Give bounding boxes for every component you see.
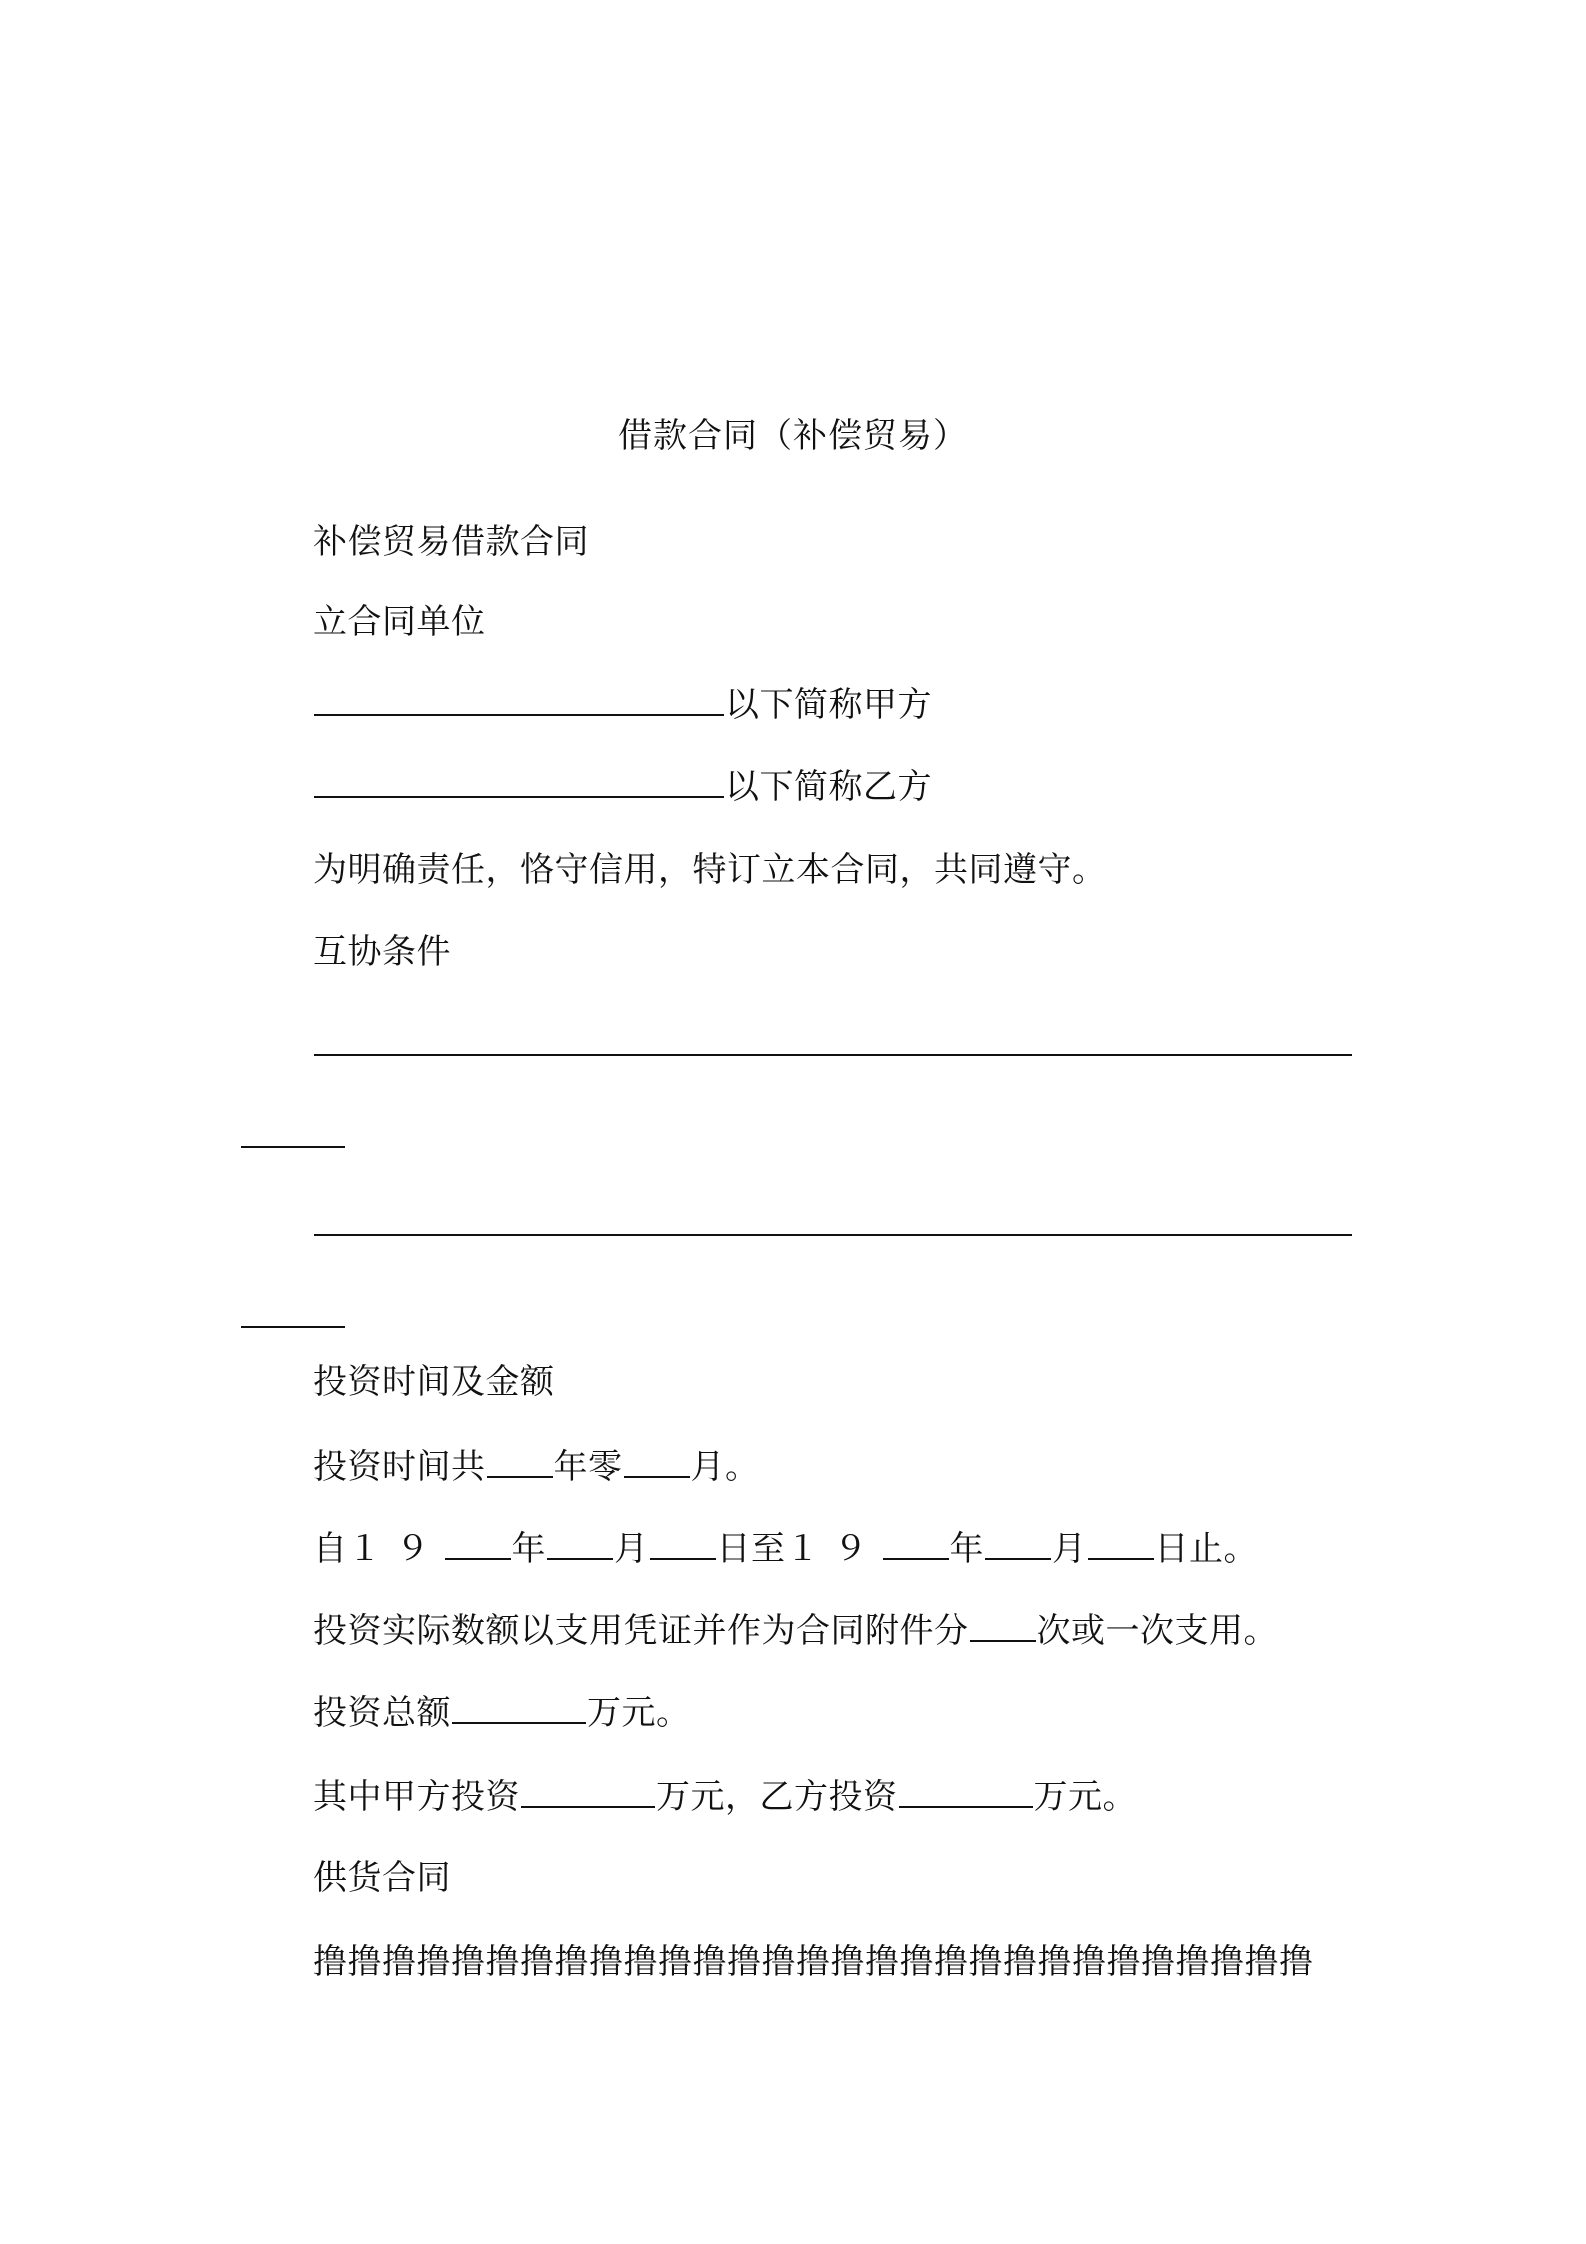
period-to-month-blank[interactable] <box>985 1524 1051 1560</box>
actual-amount-blank[interactable] <box>970 1606 1036 1642</box>
condition-line-1-tail <box>240 1112 346 1161</box>
period-to-year-unit: 年 <box>949 1529 984 1569</box>
split-middle: 万元，乙方投资 <box>656 1777 898 1817</box>
duration-line <box>313 1442 760 1491</box>
total-blank[interactable] <box>452 1688 586 1724</box>
period-to-month-unit: 月 <box>1052 1529 1087 1569</box>
duration-years-unit: 年零 <box>553 1447 623 1487</box>
condition-blank-2-tail[interactable] <box>241 1292 345 1328</box>
period-line <box>313 1524 1258 1573</box>
party-b-label: 以下简称乙方 <box>725 767 932 807</box>
period-from-century: １９ <box>347 1529 444 1569</box>
split-prefix: 其中甲方投资 <box>313 1777 520 1817</box>
party-b-line <box>313 762 932 811</box>
period-from-year-blank[interactable] <box>445 1524 511 1560</box>
period-from-prefix: 自 <box>313 1529 348 1569</box>
mutual-conditions-heading: 互协条件 <box>313 932 451 972</box>
duration-months-unit: 月。 <box>690 1447 760 1487</box>
period-from-day-blank[interactable] <box>650 1524 716 1560</box>
condition-blank-1-tail[interactable] <box>241 1112 345 1148</box>
total-prefix: 投资总额 <box>313 1693 451 1733</box>
actual-amount-line <box>313 1606 1278 1655</box>
total-line <box>313 1688 691 1737</box>
document-subtitle: 补偿贸易借款合同 <box>313 522 589 562</box>
investment-heading: 投资时间及金额 <box>313 1362 555 1402</box>
period-day-to: 日至 <box>716 1529 786 1569</box>
period-to-year-blank[interactable] <box>883 1524 949 1560</box>
placeholder-row: 撸撸撸撸撸撸撸撸撸撸撸撸撸撸撸撸撸撸撸撸撸撸撸撸撸撸撸撸撸 <box>313 1942 1314 1982</box>
split-b-blank[interactable] <box>899 1772 1033 1808</box>
party-a-label: 以下简称甲方 <box>725 685 932 725</box>
party-a-line <box>313 680 932 729</box>
period-from-month-blank[interactable] <box>547 1524 613 1560</box>
actual-amount-suffix: 次或一次支用。 <box>1036 1611 1278 1651</box>
condition-line-1 <box>313 1020 1353 1069</box>
duration-months-blank[interactable] <box>624 1442 690 1478</box>
split-line <box>313 1772 1137 1821</box>
split-a-blank[interactable] <box>521 1772 655 1808</box>
supply-heading: 供货合同 <box>313 1858 451 1898</box>
document-title: 借款合同（补偿贸易） <box>618 416 968 456</box>
split-suffix: 万元。 <box>1033 1777 1137 1817</box>
period-end-suffix: 日止。 <box>1154 1529 1258 1569</box>
condition-blank-2[interactable] <box>314 1200 1352 1236</box>
condition-blank-1[interactable] <box>314 1020 1352 1056</box>
period-from-year-unit: 年 <box>511 1529 546 1569</box>
total-suffix: 万元。 <box>587 1693 691 1733</box>
period-to-day-blank[interactable] <box>1088 1524 1154 1560</box>
condition-line-2 <box>313 1200 1353 1249</box>
actual-amount-text: 投资实际数额以支用凭证并作为合同附件分 <box>313 1611 969 1651</box>
parties-heading: 立合同单位 <box>313 602 486 642</box>
duration-prefix: 投资时间共 <box>313 1447 486 1487</box>
party-a-blank[interactable] <box>314 680 724 716</box>
duration-years-blank[interactable] <box>487 1442 553 1478</box>
period-to-century: １９ <box>785 1529 882 1569</box>
period-from-month-unit: 月 <box>614 1529 649 1569</box>
preamble-text: 为明确责任，恪守信用，特订立本合同，共同遵守。 <box>313 850 1107 890</box>
condition-line-2-tail <box>240 1292 346 1341</box>
party-b-blank[interactable] <box>314 762 724 798</box>
